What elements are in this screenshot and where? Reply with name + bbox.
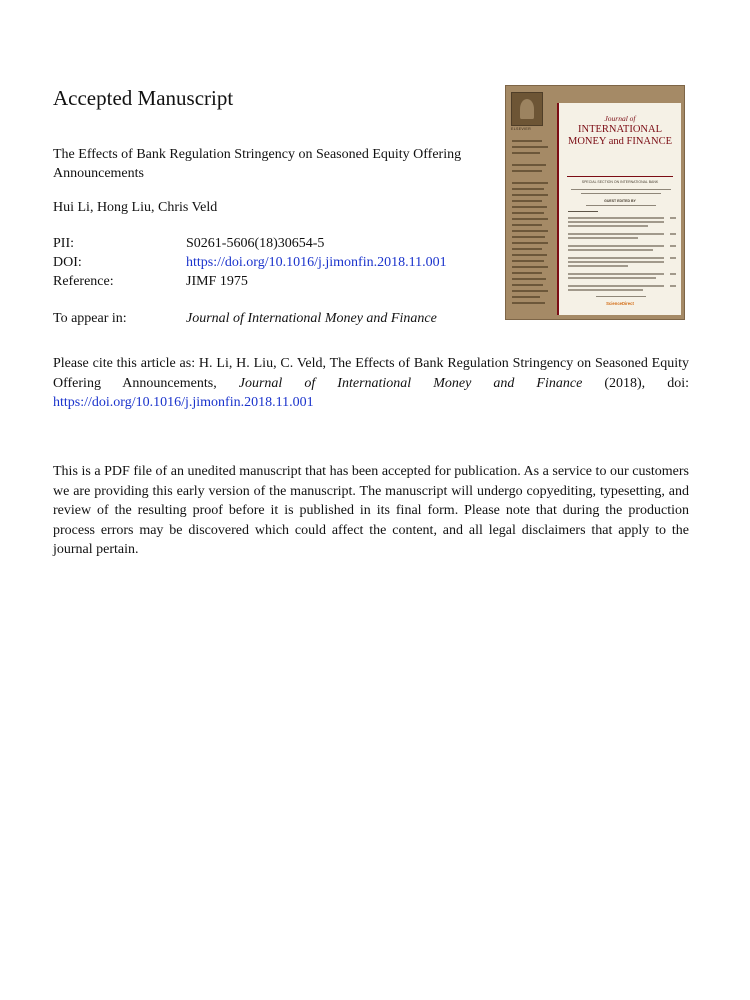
cover-editor-line <box>512 218 548 220</box>
cover-text-line <box>568 211 598 212</box>
appear-in-label: To appear in: <box>53 311 127 326</box>
cover-contents-page <box>670 285 676 287</box>
cover-text-line <box>571 189 671 190</box>
cover-contents-line <box>568 277 656 279</box>
author-list: Hui Li, Hong Liu, Chris Veld <box>53 200 218 215</box>
cover-editor-line <box>512 266 548 268</box>
cover-editor-line <box>512 278 546 280</box>
cover-journal-of: Journal of <box>604 114 636 123</box>
manuscript-notice: This is a PDF file of an unedited manuscript that has been accepted for publication. As a service to our customers we are providing this early version of the manuscript. The manuscript will undergo copyediting, typesetting, and review of the resulting proof before it is published in its final form. Please note that during the production process errors may be discovered which could affect the content, and all legal disclaimers that apply to the journal pertain. <box>53 464 689 557</box>
cover-editor-line <box>512 260 544 262</box>
elsevier-tree-logo <box>511 92 543 126</box>
cover-guest-editors: GUEST EDITED BY <box>604 199 636 203</box>
cover-contents-page <box>670 257 676 259</box>
cover-editor-line <box>512 296 540 298</box>
cover-text-line <box>586 205 656 206</box>
citation-journal: Journal of International Money and Finance <box>238 375 583 391</box>
citation-paragraph <box>53 354 689 413</box>
cover-editor-line <box>512 236 545 238</box>
cover-contents-page <box>670 273 676 275</box>
doi-value <box>186 255 447 271</box>
cover-contents-line <box>568 289 643 291</box>
citation-suffix: (2018), doi: <box>582 375 689 391</box>
cover-contents-line <box>568 237 638 239</box>
cover-editor-line <box>512 194 548 196</box>
cover-publisher: ELSEVIER <box>511 127 531 131</box>
cover-editor-line <box>512 290 548 292</box>
cover-contents-page <box>670 217 676 219</box>
cover-contents-line <box>568 217 664 219</box>
cover-title-panel <box>557 103 681 315</box>
cover-contents-line <box>568 245 664 247</box>
pii-label: PII: <box>53 236 74 251</box>
journal-name: Journal of International Money and Finance <box>186 311 437 326</box>
cover-editor-line <box>512 206 547 208</box>
cover-editor-line <box>512 272 542 274</box>
cover-editor-line <box>512 146 548 148</box>
article-title: The Effects of Bank Regulation Stringency on Seasoned Equity Offering Announcements <box>53 147 462 181</box>
journal-cover-image <box>505 85 685 320</box>
citation-prefix: Please cite this article as: H. Li, H. Liu, C. Veld, The Effects of Bank Regulation Stringency on Seasoned Equity Offering Announcements, <box>53 356 689 391</box>
cover-editor-line <box>512 170 542 172</box>
citation-doi-link[interactable]: https://doi.org/10.1016/j.jimonfin.2018.11.001 <box>53 395 314 410</box>
cover-editor-line <box>512 182 548 184</box>
cover-editor-line <box>512 200 542 202</box>
cover-contents-line <box>568 233 664 235</box>
cover-special-section: SPECIAL SECTION ON INTERNATIONAL BANK <box>581 180 659 184</box>
cover-contents-line <box>568 249 653 251</box>
cover-contents-page <box>670 233 676 235</box>
cover-contents-line <box>568 225 648 227</box>
cover-contents-line <box>568 261 664 263</box>
cover-editor-line <box>512 152 540 154</box>
reference-value: JIMF 1975 <box>186 274 248 289</box>
manuscript-heading: Accepted Manuscript <box>53 86 234 110</box>
cover-divider <box>567 176 673 177</box>
cover-editor-line <box>512 188 544 190</box>
cover-contents-line <box>568 265 628 267</box>
cover-editor-line <box>512 164 546 166</box>
cover-text-line <box>581 193 661 194</box>
cover-editor-line <box>512 224 542 226</box>
cover-contents-line <box>568 257 664 259</box>
cover-editor-line <box>512 242 548 244</box>
cover-editor-line <box>512 140 542 142</box>
cover-editor-line <box>512 230 548 232</box>
cover-editor-line <box>512 302 545 304</box>
cover-contents-page <box>670 245 676 247</box>
cover-journal-name: INTERNATIONAL MONEY and FINANCE <box>567 124 673 147</box>
pii-value: S0261-5606(18)30654-5 <box>186 236 325 251</box>
cover-editor-line <box>512 284 543 286</box>
cover-contents-line <box>568 273 664 275</box>
cover-editor-line <box>512 254 547 256</box>
cover-contents-line <box>568 221 664 223</box>
cover-editor-line <box>512 212 544 214</box>
doi-label: DOI: <box>53 255 82 270</box>
sciencedirect-logo: ScienceDirect <box>606 301 634 306</box>
cover-contents-line <box>568 285 664 287</box>
cover-editor-line <box>512 248 542 250</box>
reference-label: Reference: <box>53 274 114 289</box>
doi-link[interactable]: https://doi.org/10.1016/j.jimonfin.2018.11.001 <box>186 255 447 270</box>
cover-text-line <box>596 296 646 297</box>
